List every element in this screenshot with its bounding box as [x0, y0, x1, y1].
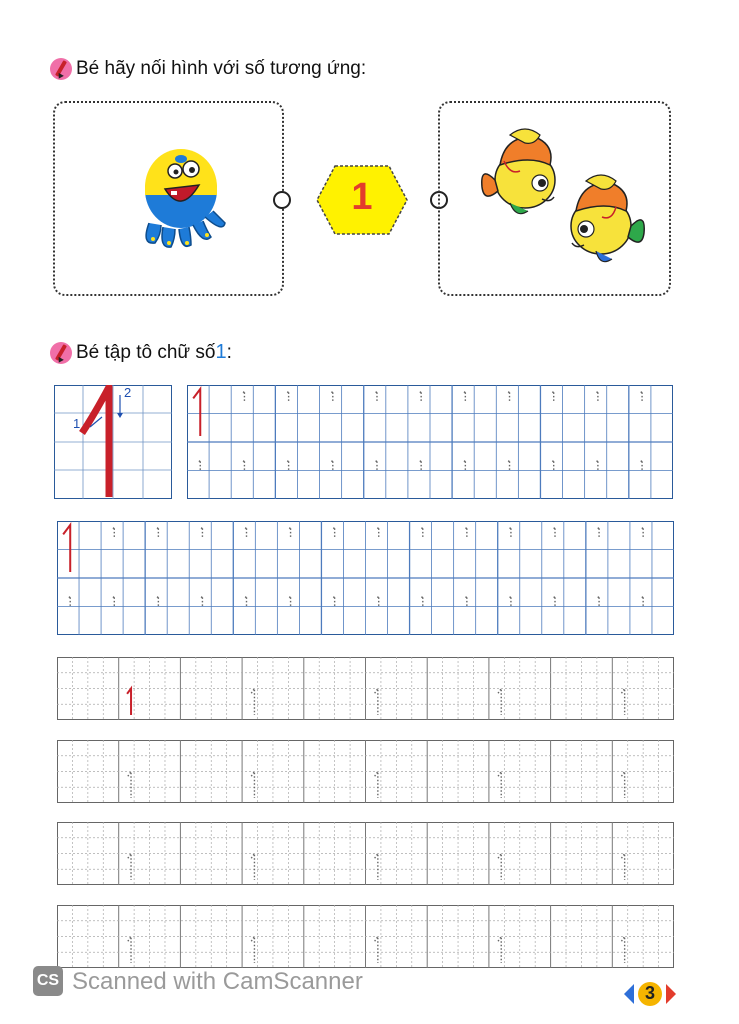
trace-digit-dotted	[128, 937, 131, 963]
trace-digit-dotted	[498, 854, 501, 880]
trace-digit-dotted	[375, 937, 378, 963]
trace-digit-dotted	[641, 460, 642, 470]
stroke-guide-grid	[54, 385, 172, 499]
trace-digit-dotted	[199, 460, 200, 470]
trace-digit-dotted	[245, 596, 246, 606]
fish-box	[438, 101, 671, 296]
trace-digit-dotted	[464, 391, 465, 401]
trace-digit-dotted	[378, 596, 379, 606]
trace-digit-dotted	[498, 772, 501, 798]
practice-row	[57, 740, 674, 803]
left-connector-dot[interactable]	[273, 191, 291, 209]
trace-digit-dotted	[422, 596, 423, 606]
practice-row	[57, 657, 674, 720]
pencil-icon	[50, 342, 72, 364]
trace-digit-dotted	[157, 596, 158, 606]
trace-digit-dotted	[510, 596, 511, 606]
octopus-box	[53, 101, 284, 296]
practice-row	[57, 822, 674, 885]
trace-digit-dotted	[201, 596, 202, 606]
section2-heading	[50, 341, 232, 364]
section1-heading	[50, 58, 366, 80]
trace-digit-dotted	[251, 772, 254, 798]
stroke-step-1: 1	[73, 416, 81, 431]
trace-digit-dotted	[498, 689, 501, 715]
section2-instruction-suffix: :	[226, 341, 232, 363]
trace-digit-dotted	[157, 527, 158, 537]
trace-digit-dotted	[243, 460, 244, 470]
trace-digit-dotted	[69, 596, 70, 606]
trace-digit-sample	[193, 389, 200, 436]
hexagon-number: 1	[351, 176, 373, 218]
trace-digit-dotted	[554, 596, 555, 606]
trace-digit-dotted	[251, 937, 254, 963]
trace-digit-sample	[127, 689, 131, 715]
trace-digit-dotted	[553, 460, 554, 470]
trace-digit-sample	[63, 525, 70, 572]
trace-digit-dotted	[128, 854, 131, 880]
trace-digit-dotted	[598, 527, 599, 537]
trace-digit-dotted	[621, 689, 624, 715]
trace-digit-dotted	[332, 391, 333, 401]
trace-digit-dotted	[621, 772, 624, 798]
trace-digit-dotted	[332, 460, 333, 470]
trace-digit-dotted	[510, 527, 511, 537]
trace-digit-dotted	[621, 937, 624, 963]
trace-digit-dotted	[553, 391, 554, 401]
trace-digit-dotted	[621, 854, 624, 880]
practice-row	[57, 905, 674, 968]
trace-digit-dotted	[598, 596, 599, 606]
trace-digit-dotted	[287, 460, 288, 470]
trace-digit-dotted	[333, 596, 334, 606]
trace-digit-dotted	[289, 527, 290, 537]
trace-digit-dotted	[498, 937, 501, 963]
trace-digit-dotted	[375, 689, 378, 715]
trace-digit-dotted	[597, 391, 598, 401]
trace-digit-dotted	[420, 460, 421, 470]
trace-grid-b	[57, 521, 674, 635]
trace-digit-dotted	[378, 527, 379, 537]
trace-digit-dotted	[466, 527, 467, 537]
section1-instruction: Bé hãy nối hình với số tương ứng:	[76, 58, 367, 79]
trace-digit-dotted	[420, 391, 421, 401]
trace-digit-dotted	[289, 596, 290, 606]
trace-digit-dotted	[376, 460, 377, 470]
trace-digit-dotted	[201, 527, 202, 537]
trace-grid-b-lines	[57, 521, 674, 635]
trace-digit-dotted	[597, 460, 598, 470]
trace-digit-dotted	[466, 596, 467, 606]
trace-digit-dotted	[464, 460, 465, 470]
pencil-icon	[50, 58, 72, 80]
trace-digit-dotted	[641, 391, 642, 401]
trace-digit-dotted	[245, 527, 246, 537]
trace-digit-dotted	[251, 689, 254, 715]
scanner-watermark: Scanned with CamScanner	[72, 968, 363, 995]
trace-digit-dotted	[113, 596, 114, 606]
trace-digit-dotted	[243, 391, 244, 401]
stroke-step-2: 2	[124, 385, 132, 400]
trace-digit-dotted	[508, 460, 509, 470]
trace-grid-a-lines	[187, 385, 673, 499]
trace-digit-dotted	[128, 772, 131, 798]
trace-digit-dotted	[375, 854, 378, 880]
trace-digit-dotted	[422, 527, 423, 537]
octopus-illustration	[131, 145, 231, 255]
camscanner-logo: CS	[33, 966, 63, 996]
trace-digit-dotted	[642, 527, 643, 537]
trace-digit-dotted	[333, 527, 334, 537]
section2-instruction: Bé tập tô chữ số	[76, 341, 216, 363]
trace-grid-a	[187, 385, 673, 499]
trace-digit-dotted	[375, 772, 378, 798]
page-number: 3	[644, 983, 655, 1003]
trace-digit-dotted	[508, 391, 509, 401]
trace-digit-dotted	[287, 391, 288, 401]
trace-digit-dotted	[376, 391, 377, 401]
trace-digit-dotted	[554, 527, 555, 537]
fish-illustration	[556, 171, 646, 271]
trace-digit-dotted	[642, 596, 643, 606]
trace-digit-dotted	[113, 527, 114, 537]
trace-digit-dotted	[251, 854, 254, 880]
section2-instruction-digit: 1	[215, 341, 227, 363]
